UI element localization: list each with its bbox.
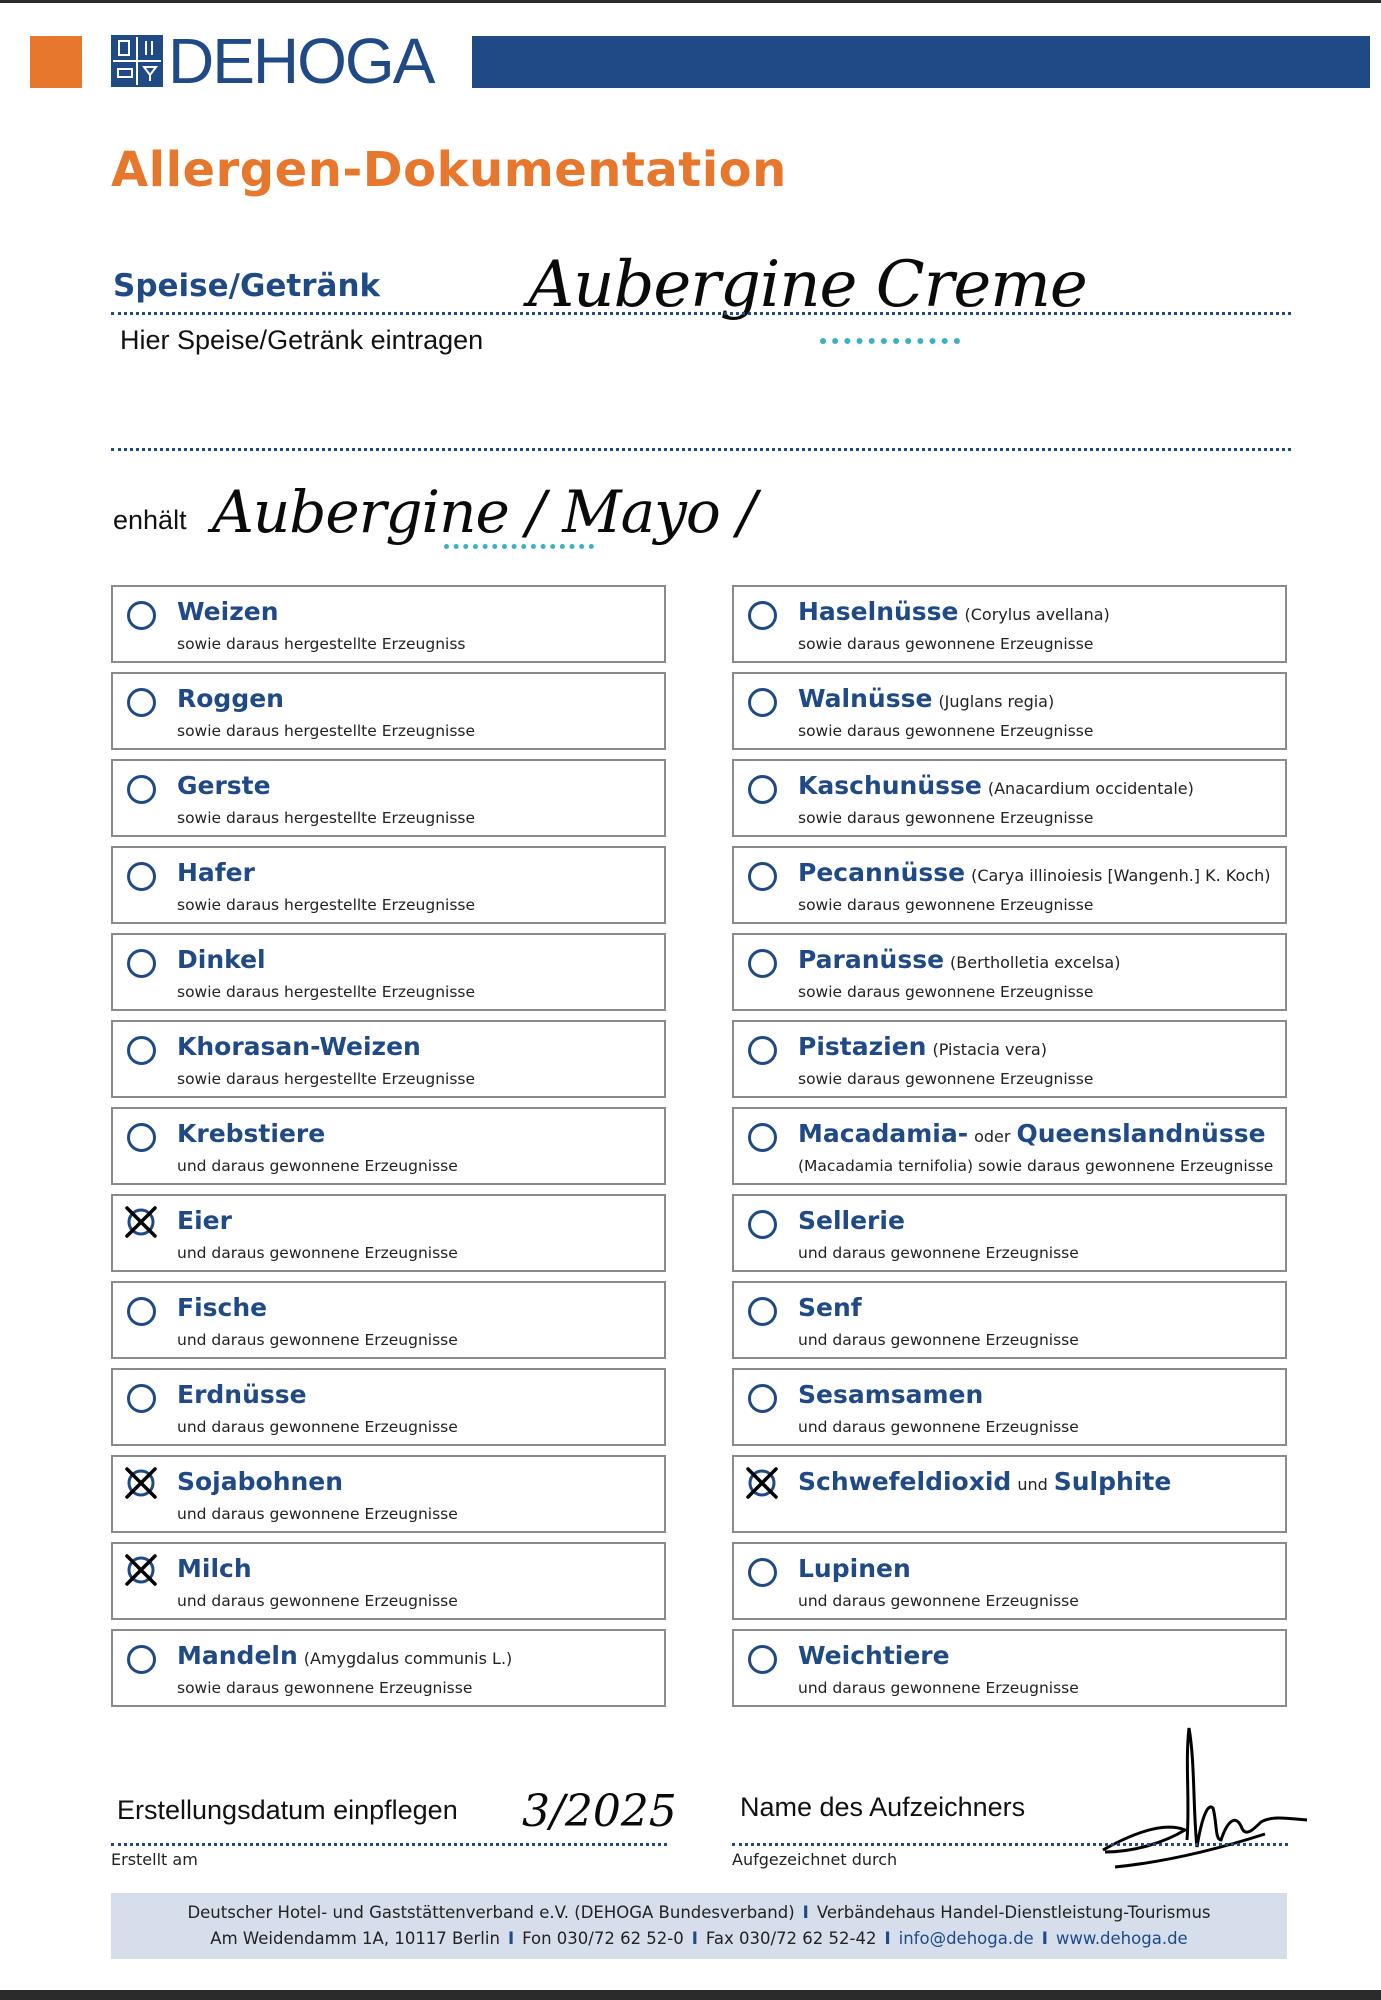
allergen-item: [732, 933, 1287, 1011]
allergen-name: [798, 771, 1194, 800]
allergen-name-text: Krebstiere: [177, 1119, 326, 1148]
teal-underline-marker-2: [444, 544, 594, 549]
allergen-description: sowie daraus gewonnene Erzeugnisse: [798, 896, 1094, 914]
allergen-description: sowie daraus hergestellte Erzeugnisse: [177, 896, 476, 914]
bottom-rule: [0, 1990, 1381, 2000]
top-rule: [0, 0, 1381, 3]
allergen-name-text: Macadamia-: [798, 1119, 969, 1148]
date-sublabel: Erstellt am: [111, 1850, 198, 1869]
footer-separator: I: [507, 1929, 515, 1948]
allergen-name: [177, 1032, 421, 1061]
allergen-checkbox[interactable]: [127, 1645, 156, 1674]
allergen-checkbox[interactable]: [127, 1384, 156, 1413]
allergen-description: und daraus gewonnene Erzeugnisse: [798, 1679, 1079, 1697]
allergen-description: (Macadamia ternifolia) sowie daraus gewonnene Erzeugnisse: [798, 1157, 1274, 1175]
allergen-checkbox[interactable]: [127, 601, 156, 630]
checked-checkbox-icon[interactable]: [123, 1465, 159, 1501]
footer-separator: I: [1041, 1929, 1048, 1948]
footer-separator: I: [802, 1903, 809, 1922]
allergen-name-text-2: Queenslandnüsse: [1016, 1119, 1266, 1148]
allergen-latin-name: (Carya illinoiesis [Wangenh.] K. Koch): [971, 866, 1271, 885]
allergen-name: [798, 684, 1054, 713]
allergen-name: [798, 1032, 1047, 1061]
allergen-description: sowie daraus hergestellte Erzeugniss: [177, 635, 466, 653]
allergen-name-text: Dinkel: [177, 945, 266, 974]
allergen-name-text: Schwefeldioxid: [798, 1467, 1012, 1496]
allergen-latin-name: (Juglans regia): [938, 692, 1055, 711]
allergen-description: und daraus gewonnene Erzeugnisse: [177, 1592, 458, 1610]
allergen-name: [177, 1467, 343, 1496]
allergen-name-text: Weichtiere: [798, 1641, 950, 1670]
footer-info-box: [111, 1893, 1287, 1959]
footer-separator: I: [691, 1929, 698, 1948]
allergen-item: [732, 585, 1287, 663]
allergen-checkbox[interactable]: [748, 949, 777, 978]
allergen-description: und daraus gewonnene Erzeugnisse: [798, 1244, 1079, 1262]
allergen-name-text: Milch: [177, 1554, 252, 1583]
allergen-name: [798, 945, 1120, 974]
allergen-name: [798, 1119, 1266, 1148]
allergen-checkbox[interactable]: [748, 601, 777, 630]
allergen-item: [111, 1194, 666, 1272]
allergen-name-text: Kaschunüsse: [798, 771, 982, 800]
allergen-name: [798, 1554, 911, 1583]
allergen-item: [732, 1542, 1287, 1620]
orange-square: [30, 36, 82, 88]
allergen-item: [732, 846, 1287, 924]
allergen-description: sowie daraus hergestellte Erzeugnisse: [177, 809, 476, 827]
allergen-checkbox[interactable]: [748, 1297, 777, 1326]
footer-phone: Fon 030/72 62 52-0: [522, 1929, 684, 1948]
allergen-checkbox[interactable]: [748, 688, 777, 717]
allergen-description: und daraus gewonnene Erzeugnisse: [177, 1244, 458, 1262]
allergen-description: sowie daraus gewonnene Erzeugnisse: [798, 983, 1094, 1001]
allergen-description: und daraus gewonnene Erzeugnisse: [798, 1331, 1079, 1349]
checked-checkbox-icon[interactable]: [123, 1552, 159, 1588]
allergen-checkbox[interactable]: [127, 862, 156, 891]
allergen-column-right: [732, 585, 1287, 1716]
allergen-description: sowie daraus hergestellte Erzeugnisse: [177, 722, 476, 740]
allergen-checkbox[interactable]: [127, 949, 156, 978]
allergen-name-text: Lupinen: [798, 1554, 911, 1583]
allergen-item: [732, 1455, 1287, 1533]
allergen-item: [732, 1629, 1287, 1707]
allergen-name: [177, 1641, 512, 1670]
allergen-name-text: Pistazien: [798, 1032, 927, 1061]
document-title: Allergen-Dokumentation: [111, 142, 787, 198]
allergen-checkbox[interactable]: [748, 1036, 777, 1065]
dish-entry-line[interactable]: [111, 312, 1291, 315]
allergen-item: [732, 1194, 1287, 1272]
allergen-item: [732, 1107, 1287, 1185]
allergen-checkbox[interactable]: [748, 1558, 777, 1587]
header-bar: [472, 36, 1370, 88]
allergen-name: [177, 597, 279, 626]
contains-label: enhält: [113, 505, 187, 535]
allergen-item: [111, 1281, 666, 1359]
allergen-name-connector: oder: [974, 1127, 1011, 1146]
allergen-checkbox[interactable]: [127, 1123, 156, 1152]
allergen-name-text: Eier: [177, 1206, 232, 1235]
footer-line-1: [111, 1900, 1287, 1926]
allergen-latin-name: (Bertholletia excelsa): [950, 953, 1121, 972]
footer-fax: Fax 030/72 62 52-42: [705, 1929, 877, 1948]
date-handwritten-value: 3/2025: [522, 1786, 677, 1837]
recorder-entry-line[interactable]: [732, 1843, 1288, 1846]
allergen-name: [798, 597, 1110, 626]
allergen-name: [177, 1554, 252, 1583]
footer-address: Am Weidendamm 1A, 10117 Berlin: [210, 1929, 500, 1948]
allergen-item: [111, 1542, 666, 1620]
allergen-item: [111, 1020, 666, 1098]
allergen-item: [732, 1281, 1287, 1359]
allergen-item: [732, 672, 1287, 750]
allergen-name-text: Khorasan-Weizen: [177, 1032, 421, 1061]
allergen-checkbox[interactable]: [748, 862, 777, 891]
allergen-latin-name: (Pistacia vera): [932, 1040, 1047, 1059]
allergen-name-text: Paranüsse: [798, 945, 945, 974]
allergen-description: sowie daraus gewonnene Erzeugnisse: [798, 1070, 1094, 1088]
allergen-checkbox[interactable]: [127, 688, 156, 717]
allergen-name-text: Haselnüsse: [798, 597, 959, 626]
allergen-name-text: Erdnüsse: [177, 1380, 307, 1409]
allergen-name-text: Pecannüsse: [798, 858, 966, 887]
allergen-description: sowie daraus gewonnene Erzeugnisse: [798, 722, 1094, 740]
allergen-item: [111, 672, 666, 750]
dehoga-logo-icon: [111, 35, 163, 87]
allergen-item: [732, 1368, 1287, 1446]
allergen-name: [798, 858, 1270, 887]
allergen-name: [798, 1467, 1171, 1496]
allergen-description: sowie daraus hergestellte Erzeugnisse: [177, 1070, 476, 1088]
allergen-item: [732, 759, 1287, 837]
allergen-latin-name: (Corylus avellana): [964, 605, 1110, 624]
date-entry-line[interactable]: [111, 1843, 667, 1846]
allergen-item: [732, 1020, 1287, 1098]
footer-line-2: [111, 1926, 1287, 1952]
dish-handwritten-value: Aubergine Creme: [528, 248, 1087, 322]
allergen-latin-name: (Amygdalus communis L.): [303, 1649, 513, 1668]
allergen-name-connector: und: [1017, 1475, 1048, 1494]
allergen-name-text: Hafer: [177, 858, 255, 887]
allergen-name-text: Gerste: [177, 771, 271, 800]
footer-separator: I: [884, 1929, 891, 1948]
allergen-name: [177, 771, 271, 800]
allergen-name-text: Sesamsamen: [798, 1380, 984, 1409]
checked-checkbox-icon[interactable]: [744, 1465, 780, 1501]
allergen-checkbox[interactable]: [127, 775, 156, 804]
logo-text: DEHOGA: [168, 25, 434, 97]
allergen-name: [798, 1380, 983, 1409]
allergen-description: und daraus gewonnene Erzeugnisse: [177, 1505, 458, 1523]
allergen-name: [177, 1206, 232, 1235]
checked-checkbox-icon[interactable]: [123, 1204, 159, 1240]
dish-hint: Hier Speise/Getränk eintragen: [120, 325, 484, 355]
allergen-description: und daraus gewonnene Erzeugnisse: [177, 1418, 458, 1436]
allergen-item: [111, 1629, 666, 1707]
allergen-name-text: Weizen: [177, 597, 279, 626]
teal-underline-marker: [820, 338, 960, 344]
allergen-name: [798, 1293, 862, 1322]
dish-label: Speise/Getränk: [113, 268, 381, 304]
recorder-label: Name des Aufzeichners: [740, 1792, 1026, 1822]
allergen-checkbox[interactable]: [748, 1645, 777, 1674]
allergen-description: sowie daraus gewonnene Erzeugnisse: [177, 1679, 473, 1697]
allergen-name-text: Fische: [177, 1293, 268, 1322]
allergen-checkbox[interactable]: [748, 1210, 777, 1239]
allergen-checkbox[interactable]: [127, 1036, 156, 1065]
allergen-name-text-2: Sulphite: [1053, 1467, 1172, 1496]
allergen-name: [177, 945, 266, 974]
allergen-name-text: Sellerie: [798, 1206, 905, 1235]
allergen-name: [798, 1206, 905, 1235]
allergen-item: [111, 1455, 666, 1533]
allergen-name: [177, 858, 255, 887]
allergen-item: [111, 1368, 666, 1446]
date-label: Erstellungsdatum einpflegen: [117, 1795, 458, 1825]
allergen-description: sowie daraus gewonnene Erzeugnisse: [798, 635, 1094, 653]
allergen-description: und daraus gewonnene Erzeugnisse: [177, 1331, 458, 1349]
allergen-column-left: [111, 585, 666, 1716]
allergen-item: [111, 759, 666, 837]
allergen-latin-name: (Anacardium occidentale): [987, 779, 1194, 798]
allergen-name: [798, 1641, 950, 1670]
footer-org-house: Verbändehaus Handel-Dienstleistung-Tourismus: [816, 1903, 1211, 1922]
allergen-item: [111, 1107, 666, 1185]
allergen-name-text: Walnüsse: [798, 684, 933, 713]
footer-email-link[interactable]: info@dehoga.de: [898, 1929, 1034, 1948]
allergen-name-text: Mandeln: [177, 1641, 298, 1670]
allergen-item: [111, 933, 666, 1011]
allergen-name: [177, 1119, 325, 1148]
dish-entry-line-2[interactable]: [111, 448, 1291, 451]
allergen-checkbox[interactable]: [748, 1123, 777, 1152]
allergen-description: und daraus gewonnene Erzeugnisse: [177, 1157, 458, 1175]
allergen-name-text: Sojabohnen: [177, 1467, 344, 1496]
allergen-checkbox[interactable]: [748, 1384, 777, 1413]
allergen-description: und daraus gewonnene Erzeugnisse: [798, 1418, 1079, 1436]
footer-web-link[interactable]: www.dehoga.de: [1055, 1929, 1188, 1948]
allergen-description: und daraus gewonnene Erzeugnisse: [798, 1592, 1079, 1610]
allergen-item: [111, 585, 666, 663]
allergen-checkbox[interactable]: [748, 775, 777, 804]
signature-image: [1095, 1722, 1310, 1880]
footer-org-name: Deutscher Hotel- und Gaststättenverband e.V. (DEHOGA Bundesverband): [187, 1903, 795, 1922]
contains-handwritten-value: Aubergine / Mayo /: [212, 478, 756, 546]
allergen-description: sowie daraus gewonnene Erzeugnisse: [798, 809, 1094, 827]
allergen-checkbox[interactable]: [127, 1297, 156, 1326]
allergen-item: [111, 846, 666, 924]
recorder-sublabel: Aufgezeichnet durch: [732, 1850, 898, 1869]
allergen-name: [177, 1380, 307, 1409]
allergen-name-text: Roggen: [177, 684, 284, 713]
allergen-description: sowie daraus hergestellte Erzeugnisse: [177, 983, 476, 1001]
allergen-name: [177, 684, 284, 713]
allergen-name-text: Senf: [798, 1293, 862, 1322]
allergen-name: [177, 1293, 267, 1322]
